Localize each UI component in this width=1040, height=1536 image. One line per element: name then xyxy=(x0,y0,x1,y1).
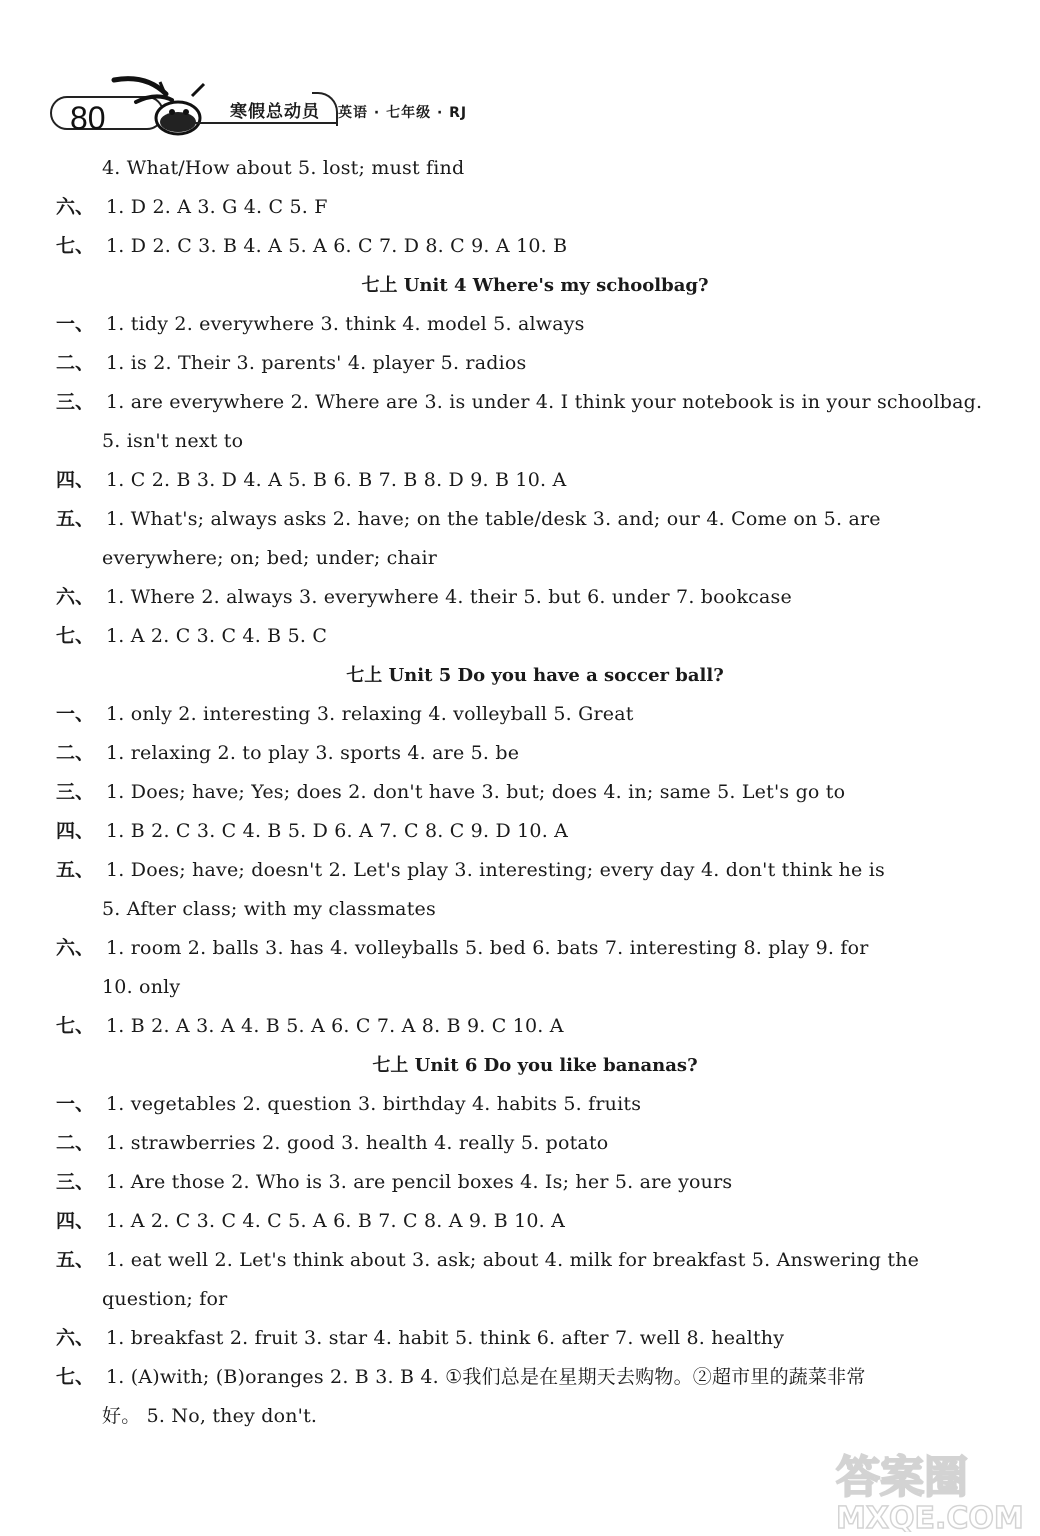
section-number: 七、 xyxy=(56,1015,95,1037)
mascot-icon xyxy=(106,74,216,138)
watermark-text: 答案圈 xyxy=(836,1452,968,1503)
section-number: 四、 xyxy=(56,469,95,491)
section-number: 五、 xyxy=(56,508,95,530)
section-number: 一、 xyxy=(56,703,95,725)
unit-heading: 七上 Unit 5 Do you have a soccer ball? xyxy=(346,665,724,686)
section-number: 四、 xyxy=(56,820,95,842)
section-number: 一、 xyxy=(56,1093,95,1115)
section-number: 三、 xyxy=(56,1171,95,1193)
subject-label: 英语 · 七年级 · RJ xyxy=(338,105,468,121)
section-number: 二、 xyxy=(56,742,95,764)
section-number: 五、 xyxy=(56,859,95,881)
section-number: 六、 xyxy=(56,937,95,959)
watermark-logo xyxy=(826,1452,1026,1532)
section-number: 六、 xyxy=(56,196,95,218)
unit-heading: 七上 Unit 6 Do you like bananas? xyxy=(372,1055,698,1076)
book-title: 寒假总动员 xyxy=(230,102,320,122)
section-number: 七、 xyxy=(56,235,95,257)
section-number: 二、 xyxy=(56,1132,95,1154)
section-number: 四、 xyxy=(56,1210,95,1232)
section-number: 五、 xyxy=(56,1249,95,1271)
unit-heading: 七上 Unit 4 Where's my schoolbag? xyxy=(361,275,709,296)
watermark-url: MXQE.COM xyxy=(836,1501,1024,1532)
section-number: 三、 xyxy=(56,781,95,803)
section-number: 三、 xyxy=(56,391,95,413)
page-header xyxy=(44,78,564,140)
section-number: 二、 xyxy=(56,352,95,374)
page-number: 80 xyxy=(70,100,106,136)
section-number: 七、 xyxy=(56,1366,95,1388)
section-number: 一、 xyxy=(56,313,95,335)
section-number: 七、 xyxy=(56,625,95,647)
section-number: 六、 xyxy=(56,586,95,608)
section-number: 六、 xyxy=(56,1327,95,1349)
